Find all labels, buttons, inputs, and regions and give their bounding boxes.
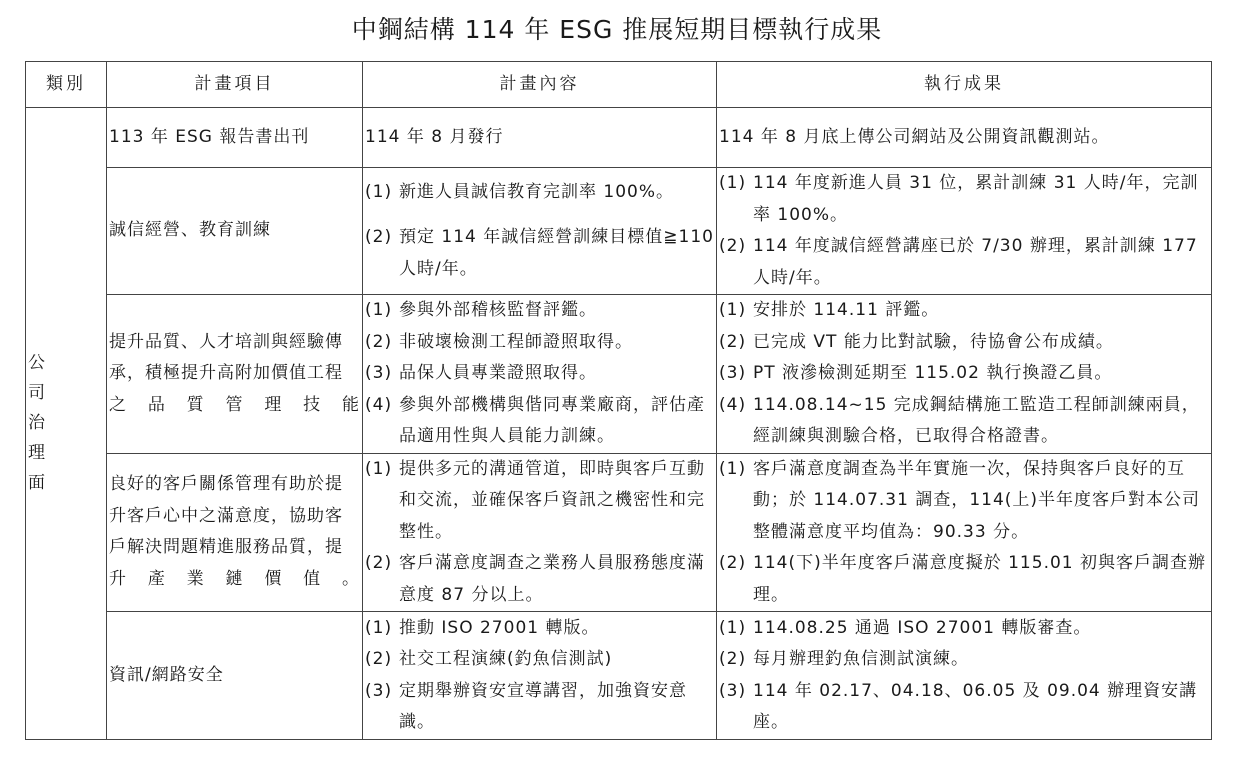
list-text: 已完成 VT 能力比對試驗，待協會公布成績。 xyxy=(753,331,1114,352)
list-text: 安排於 114.11 評鑑。 xyxy=(753,300,940,320)
item-cell xyxy=(107,295,363,454)
list-text: 114 年度誠信經營講座已於 7/30 辦理，累計訓練 177 人時/年。 xyxy=(753,236,1198,288)
result-cell xyxy=(717,295,1212,454)
list-text: 提供多元的溝通管道，即時與客戶互動和交流，並確保客戶資訊之機密性和完整性。 xyxy=(399,458,705,542)
result-text: 114 年 8 月底上傳公司網站及公開資訊觀測站。 xyxy=(719,126,1110,147)
header-category: 類別 xyxy=(26,62,107,108)
content-text: 114 年 8 月發行 xyxy=(365,126,504,147)
list-number: (1) xyxy=(365,458,393,479)
content-list-item xyxy=(365,295,714,327)
list-number: (2) xyxy=(365,553,393,573)
content-list-item xyxy=(365,358,714,390)
item-text: 良好的客戶關係管理有助於提升客戶心中之滿意度，協助客戶解決問題精進服務品質，提升產業鏈價值。 xyxy=(109,474,360,589)
result-list-item xyxy=(719,613,1209,645)
table-row xyxy=(26,168,1212,295)
result-list-item xyxy=(719,454,1209,549)
table-row xyxy=(26,295,1212,454)
list-number: (2) xyxy=(365,331,393,352)
result-list-item xyxy=(719,390,1209,453)
result-list-item xyxy=(719,295,1209,327)
list-number: (1) xyxy=(365,617,393,638)
content-cell xyxy=(363,612,717,740)
list-number: (1) xyxy=(719,173,747,193)
result-cell xyxy=(717,612,1212,740)
list-number: (2) xyxy=(719,553,747,573)
list-number: (1) xyxy=(719,300,747,320)
list-text: 參與外部機構與偕同專業廠商，評估產品適用性與人員能力訓練。 xyxy=(399,394,705,446)
list-text: 客戶滿意度調查之業務人員服務態度滿意度 87 分以上。 xyxy=(399,553,705,605)
result-list-item xyxy=(719,231,1209,294)
list-number: (2) xyxy=(719,236,747,256)
document-title: 中鋼結構 114 年 ESG 推展短期目標執行成果 xyxy=(351,15,883,44)
list-number: (2) xyxy=(719,331,747,352)
item-text: 誠信經營、教育訓練 xyxy=(109,220,271,241)
list-text: 客戶滿意度調查為半年實施一次，保持與客戶良好的互動；於 114.07.31 調查，114(上)半年度客戶對本公司整體滿意度平均值為：90.33 分。 xyxy=(753,458,1201,542)
category-label: 公司治理面 xyxy=(28,352,46,493)
item-cell xyxy=(107,168,363,295)
list-number: (3) xyxy=(365,680,393,701)
result-list-item xyxy=(719,358,1209,390)
list-number: (3) xyxy=(719,363,747,383)
item-text: 提升品質、人才培訓與經驗傳承，積極提升高附加價值工程之品質管理技能 xyxy=(109,331,360,415)
list-number: (1) xyxy=(365,300,393,320)
list-text: 114.08.14~15 完成鋼結構施工監造工程師訓練兩員，經訓練與測驗合格，已取得合格證書。 xyxy=(753,394,1200,446)
content-cell xyxy=(363,295,717,454)
list-number: (1) xyxy=(719,458,747,479)
list-text: 預定 114 年誠信經營訓練目標值≧110 人時/年。 xyxy=(399,227,714,279)
list-number: (1) xyxy=(719,617,747,638)
content-list-item xyxy=(365,644,714,676)
table-header-row xyxy=(26,62,1212,108)
result-list-item xyxy=(719,644,1209,676)
list-text: 非破壞檢測工程師證照取得。 xyxy=(399,331,633,352)
content-cell xyxy=(363,453,717,612)
list-text: 114.08.25 通過 ISO 27001 轉版審查。 xyxy=(753,617,1092,638)
content-list-item xyxy=(365,676,714,739)
item-text: 113 年 ESG 報告書出刊 xyxy=(109,126,310,147)
table-row xyxy=(26,108,1212,168)
list-text: 新進人員誠信教育完訓率 100%。 xyxy=(399,181,675,202)
result-list-item xyxy=(719,548,1209,611)
content-list-item xyxy=(365,177,714,209)
list-number: (2) xyxy=(719,649,747,669)
list-text: 定期舉辦資安宣導講習，加強資安意識。 xyxy=(399,680,687,732)
table-row xyxy=(26,453,1212,612)
header-item: 計畫項目 xyxy=(107,62,363,108)
list-text: 推動 ISO 27001 轉版。 xyxy=(399,617,600,638)
item-text: 資訊/網路安全 xyxy=(109,664,224,685)
result-list-item xyxy=(719,676,1209,739)
result-cell xyxy=(717,108,1212,168)
result-list-item xyxy=(719,168,1209,231)
list-number: (4) xyxy=(365,394,393,415)
content-list-item xyxy=(365,454,714,549)
result-list-item xyxy=(719,327,1209,359)
category-cell xyxy=(26,108,107,740)
list-text: 品保人員專業證照取得。 xyxy=(399,363,597,383)
list-number: (3) xyxy=(365,363,393,383)
item-cell xyxy=(107,453,363,612)
content-cell xyxy=(363,168,717,295)
list-text: PT 液滲檢測延期至 115.02 執行換證乙員。 xyxy=(753,363,1113,383)
list-number: (1) xyxy=(365,181,393,202)
content-cell xyxy=(363,108,717,168)
list-number: (3) xyxy=(719,680,747,701)
table-row xyxy=(26,612,1212,740)
list-text: 社交工程演練(釣魚信測試) xyxy=(399,649,613,669)
list-number: (2) xyxy=(365,227,393,248)
result-cell xyxy=(717,168,1212,295)
list-number: (4) xyxy=(719,394,747,415)
list-text: 114 年度新進人員 31 位，累計訓練 31 人時/年，完訓率 100%。 xyxy=(753,173,1199,225)
content-list-item xyxy=(365,327,714,359)
list-text: 114(下)半年度客戶滿意度擬於 115.01 初與客戶調查辦理。 xyxy=(753,553,1207,605)
header-result: 執行成果 xyxy=(717,62,1212,108)
result-cell xyxy=(717,453,1212,612)
content-list-item xyxy=(365,613,714,645)
list-number: (2) xyxy=(365,649,393,669)
list-text: 每月辦理釣魚信測試演練。 xyxy=(753,649,969,669)
list-text: 114 年 02.17、04.18、06.05 及 09.04 辦理資安講座。 xyxy=(753,680,1198,732)
content-list-item xyxy=(365,222,714,285)
header-content: 計畫內容 xyxy=(363,62,717,108)
content-list-item xyxy=(365,548,714,611)
item-cell xyxy=(107,612,363,740)
content-list-item xyxy=(365,390,714,453)
item-cell xyxy=(107,108,363,168)
esg-results-table xyxy=(25,61,1212,740)
list-text: 參與外部稽核監督評鑑。 xyxy=(399,300,597,320)
